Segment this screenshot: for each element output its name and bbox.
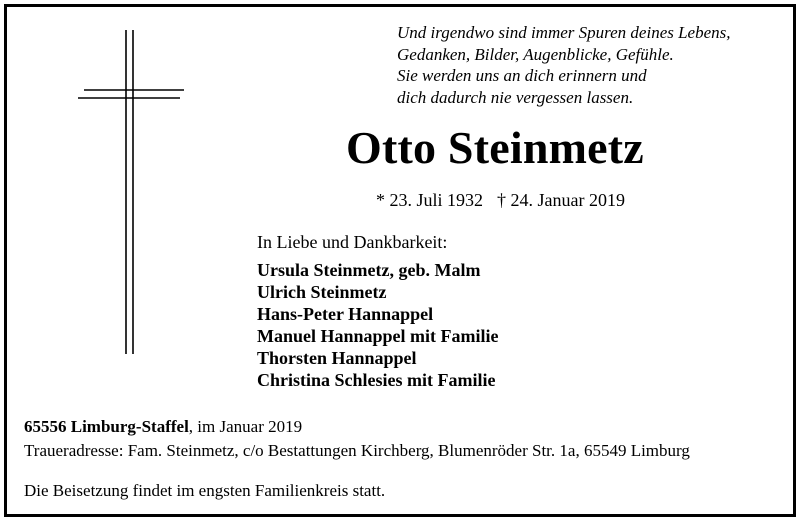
quote-line: dich dadurch nie vergessen lassen. (397, 87, 634, 107)
place-and-date (24, 417, 302, 437)
mourning-address: Traueradresse: Fam. Steinmetz, c/o Bestattungen Kirchberg, Blumenröder Str. 1a, 65549 Limburg (24, 441, 690, 460)
date-text: , im Januar 2019 (188, 417, 303, 436)
mourner-name: Ursula Steinmetz, geb. Malm (257, 260, 481, 280)
mourner-name: Hans-Peter Hannappel (257, 304, 434, 324)
death-date: † 24. Januar 2019 (497, 190, 625, 210)
mourner-name: Ulrich Steinmetz (257, 282, 387, 302)
place-name: 65556 Limburg-Staffel (24, 417, 189, 436)
mourner-name: Christina Schlesies mit Familie (257, 370, 496, 390)
mourners-list (257, 259, 499, 391)
mourner-name: Thorsten Hannappel (257, 348, 417, 368)
cross-icon (76, 30, 186, 360)
quote-line: Gedanken, Bilder, Augenblicke, Gefühle. (397, 44, 674, 64)
burial-note: Die Beisetzung findet im engsten Familienkreis statt. (24, 481, 386, 500)
mourner-name: Manuel Hannappel mit Familie (257, 326, 499, 346)
family-intro: In Liebe und Dankbarkeit: (257, 232, 448, 252)
quote-line: Sie werden uns an dich erinnern und (397, 66, 647, 85)
quote-line: Und irgendwo sind immer Spuren deines Lebens, (397, 23, 731, 42)
deceased-name: Otto Steinmetz (346, 122, 644, 173)
memorial-quote (397, 22, 787, 108)
life-dates (376, 190, 625, 211)
birth-date: * 23. Juli 1932 (376, 190, 484, 210)
